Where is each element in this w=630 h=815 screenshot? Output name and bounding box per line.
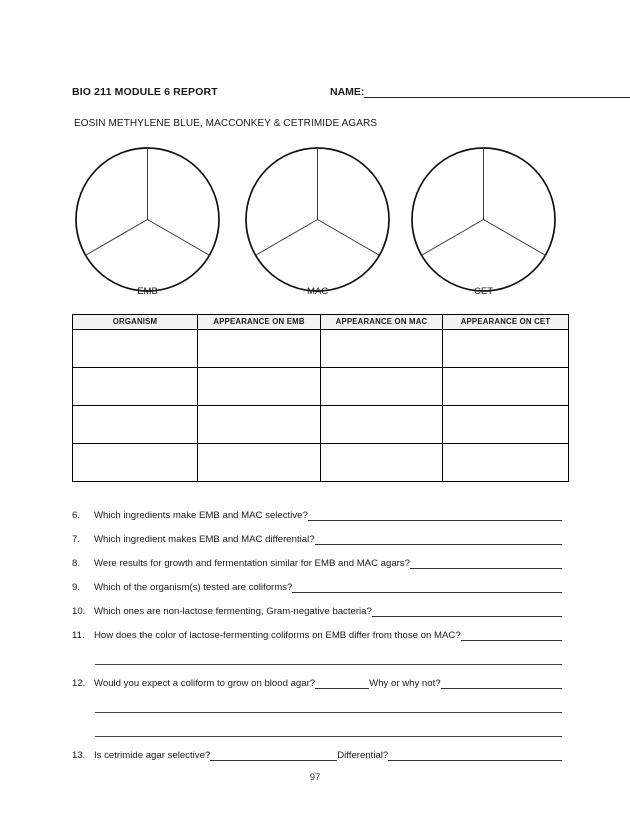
page-title: BIO 211 MODULE 6 REPORT (72, 86, 218, 98)
table-cell-r2-c1[interactable] (198, 406, 321, 444)
plate-label-emb: EMB (137, 286, 158, 297)
plate-label-mac: MAC (306, 286, 329, 297)
question-9-body (94, 582, 562, 593)
question-8 (72, 545, 562, 569)
plate-label-cet: CET (474, 286, 493, 297)
question-7-text-0: Which ingredient makes EMB and MAC differential? (94, 534, 315, 545)
question-6 (72, 497, 562, 521)
question-6-answer-rule-0[interactable] (308, 510, 562, 521)
question-8-answer-rule-0[interactable] (410, 558, 562, 569)
table-cell-r2-c3[interactable] (443, 406, 569, 444)
question-8-text-0: Were results for growth and fermentation similar for EMB and MAC agars? (94, 558, 411, 569)
table-cell-r1-c2[interactable] (321, 368, 443, 406)
question-12-answer-rule-0[interactable] (315, 678, 369, 689)
table-cell-r1-c3[interactable] (443, 368, 569, 406)
question-12-number: 12. (72, 678, 86, 689)
table-row (73, 368, 569, 406)
question-9 (72, 569, 562, 593)
question-12-answer-rule-1[interactable] (441, 678, 562, 689)
question-13-answer-rule-1[interactable] (388, 750, 562, 761)
question-9-text-0: Which of the organism(s) tested are coliforms? (94, 582, 293, 593)
question-11-number: 11. (72, 630, 85, 641)
question-11 (72, 617, 562, 641)
table-row (73, 330, 569, 368)
table-cell-r1-c0[interactable] (73, 368, 198, 406)
table-cell-r0-c0[interactable] (73, 330, 198, 368)
question-13-body (94, 750, 562, 761)
question-8-number: 8. (72, 558, 81, 569)
question-9-number: 9. (72, 582, 81, 593)
question-11-continuation-rule-0[interactable] (95, 664, 562, 665)
table-cell-r0-c2[interactable] (321, 330, 443, 368)
question-12-text-0: Would you expect a coliform to grow on blood agar? (94, 678, 316, 689)
question-13-text-0: Is cetrimide agar selective? (94, 750, 211, 761)
table-cell-r3-c3[interactable] (443, 444, 569, 482)
table-cell-r0-c3[interactable] (443, 330, 569, 368)
question-13 (72, 737, 562, 761)
question-7-answer-rule-0[interactable] (315, 534, 562, 545)
question-6-text-0: Which ingredients make EMB and MAC selective? (94, 510, 308, 521)
question-list (72, 497, 562, 761)
question-10-number: 10. (72, 606, 86, 617)
question-12 (72, 665, 562, 689)
table-row (73, 406, 569, 444)
table-header (73, 315, 569, 330)
table-cell-r3-c2[interactable] (321, 444, 443, 482)
question-11-body (94, 630, 562, 641)
question-7-body (94, 534, 562, 545)
section-subtitle: EOSIN METHYLENE BLUE, MACCONKEY & CETRIMIDE AGARS (74, 118, 378, 129)
question-13-answer-rule-0[interactable] (210, 750, 337, 761)
question-7 (72, 521, 562, 545)
table-header-row (73, 315, 569, 330)
question-12-text-1: Why or why not? (369, 678, 441, 689)
name-label: NAME: (330, 86, 365, 98)
question-8-body (94, 558, 562, 569)
question-12-body (94, 678, 562, 689)
petri-plate-mac[interactable] (244, 146, 391, 293)
question-11-continuation-0 (72, 641, 562, 665)
column-header-0: ORGANISM (73, 315, 198, 330)
document-header (72, 82, 558, 98)
plate-diagram-group (70, 146, 560, 301)
question-10-answer-rule-0[interactable] (372, 606, 562, 617)
question-10 (72, 593, 562, 617)
table-cell-r1-c1[interactable] (198, 368, 321, 406)
table-cell-r0-c1[interactable] (198, 330, 321, 368)
question-10-body (94, 606, 562, 617)
question-6-body (94, 510, 562, 521)
name-input-rule[interactable] (364, 86, 630, 98)
question-10-text-0: Which ones are non-lactose fermenting, Gram-negative bacteria? (94, 606, 372, 617)
page-number: 97 (309, 772, 321, 783)
column-header-1: APPEARANCE ON EMB (198, 315, 321, 330)
table-cell-r2-c2[interactable] (321, 406, 443, 444)
question-11-text-0: How does the color of lactose-fermenting coliforms on EMB differ from those on MAC? (94, 630, 461, 641)
question-11-answer-rule-0[interactable] (461, 630, 562, 641)
name-field-group (330, 86, 630, 98)
table-body (73, 330, 569, 482)
petri-plate-cet[interactable] (410, 146, 557, 293)
petri-plate-emb[interactable] (74, 146, 221, 293)
table-cell-r3-c1[interactable] (198, 444, 321, 482)
column-header-3: APPEARANCE ON CET (443, 315, 569, 330)
question-9-answer-rule-0[interactable] (292, 582, 562, 593)
question-12-continuation-0 (72, 689, 562, 713)
table-cell-r2-c0[interactable] (73, 406, 198, 444)
question-12-continuation-rule-1[interactable] (95, 736, 562, 737)
question-6-number: 6. (72, 510, 81, 521)
table-cell-r3-c0[interactable] (73, 444, 198, 482)
question-12-continuation-rule-0[interactable] (95, 712, 562, 713)
question-7-number: 7. (72, 534, 81, 545)
column-header-2: APPEARANCE ON MAC (321, 315, 443, 330)
question-13-number: 13. (72, 750, 86, 761)
question-12-continuation-1 (72, 713, 562, 737)
table-row (73, 444, 569, 482)
results-table (72, 314, 569, 482)
question-13-text-1: Differential? (337, 750, 389, 761)
